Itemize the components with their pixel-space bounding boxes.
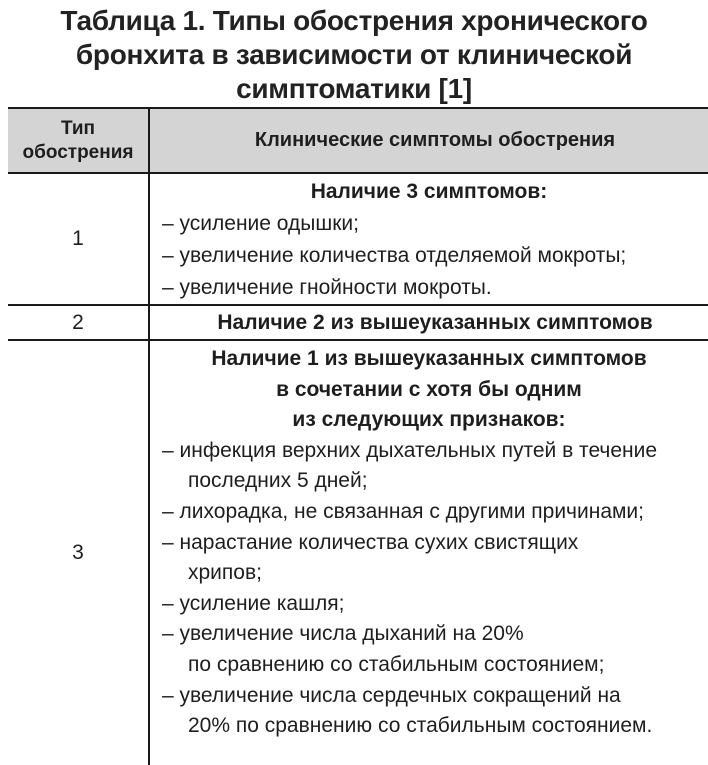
symptom-item: – увеличение числа сердечных сокращений на: [162, 683, 621, 707]
symptoms-cell: [150, 341, 708, 765]
type-cell: 2: [8, 306, 150, 339]
caption-line-1: Таблица 1. Типы обострения хронического: [60, 5, 648, 36]
header-type-cell: [8, 109, 150, 172]
symptoms-heading: Наличие 3 симптомов:: [310, 180, 548, 203]
type-cell: 1: [8, 174, 150, 304]
symptoms-heading: из следующих признаков:: [292, 408, 566, 432]
exacerbation-types-table: [8, 107, 708, 765]
header-symptoms-cell: Клинические симптомы обострения: [254, 129, 616, 151]
symptom-item-continuation: 20% по сравнению со стабильным состоянием.: [188, 714, 653, 738]
symptom-item: – увеличение числа дыханий на 20%: [162, 622, 524, 646]
symptom-item: – увеличение количества отделяемой мокроты;: [162, 244, 627, 267]
symptom-item: – инфекция верхних дыхательных путей в течение: [162, 438, 658, 462]
symptom-item: – увеличение гнойности мокроты.: [162, 276, 492, 299]
type-cell: 3: [8, 341, 150, 765]
symptom-item: – усиление одышки;: [162, 212, 359, 235]
symptom-item-continuation: последних 5 дней;: [188, 469, 368, 493]
table-row: [8, 306, 708, 341]
caption-line-2: бронхита в зависимости от клинической: [75, 39, 633, 70]
symptom-item: – усиление кашля;: [162, 591, 345, 615]
symptom-item-continuation: по сравнению со стабильным состоянием;: [188, 652, 605, 676]
symptoms-heading: в сочетании с хотя бы одним: [276, 377, 582, 401]
symptom-item: – лихорадка, не связанная с другими причинами;: [162, 499, 644, 523]
symptoms-heading: Наличие 1 из вышеуказанных симптомов: [211, 347, 647, 370]
table-caption: [0, 4, 708, 106]
table-row: [8, 341, 708, 765]
symptoms-cell: Наличие 2 из вышеуказанных симптомов: [217, 310, 653, 334]
header-type-line-1: Тип: [60, 117, 96, 139]
table-row: [8, 174, 708, 306]
symptoms-cell: [150, 174, 708, 304]
symptom-item: – нарастание количества сухих свистящих: [162, 530, 579, 554]
header-type-line-2: обострения: [22, 141, 134, 163]
table-header-row: [8, 109, 708, 174]
symptom-item-continuation: хрипов;: [188, 561, 262, 585]
caption-line-3: симптоматики [1]: [236, 73, 472, 104]
